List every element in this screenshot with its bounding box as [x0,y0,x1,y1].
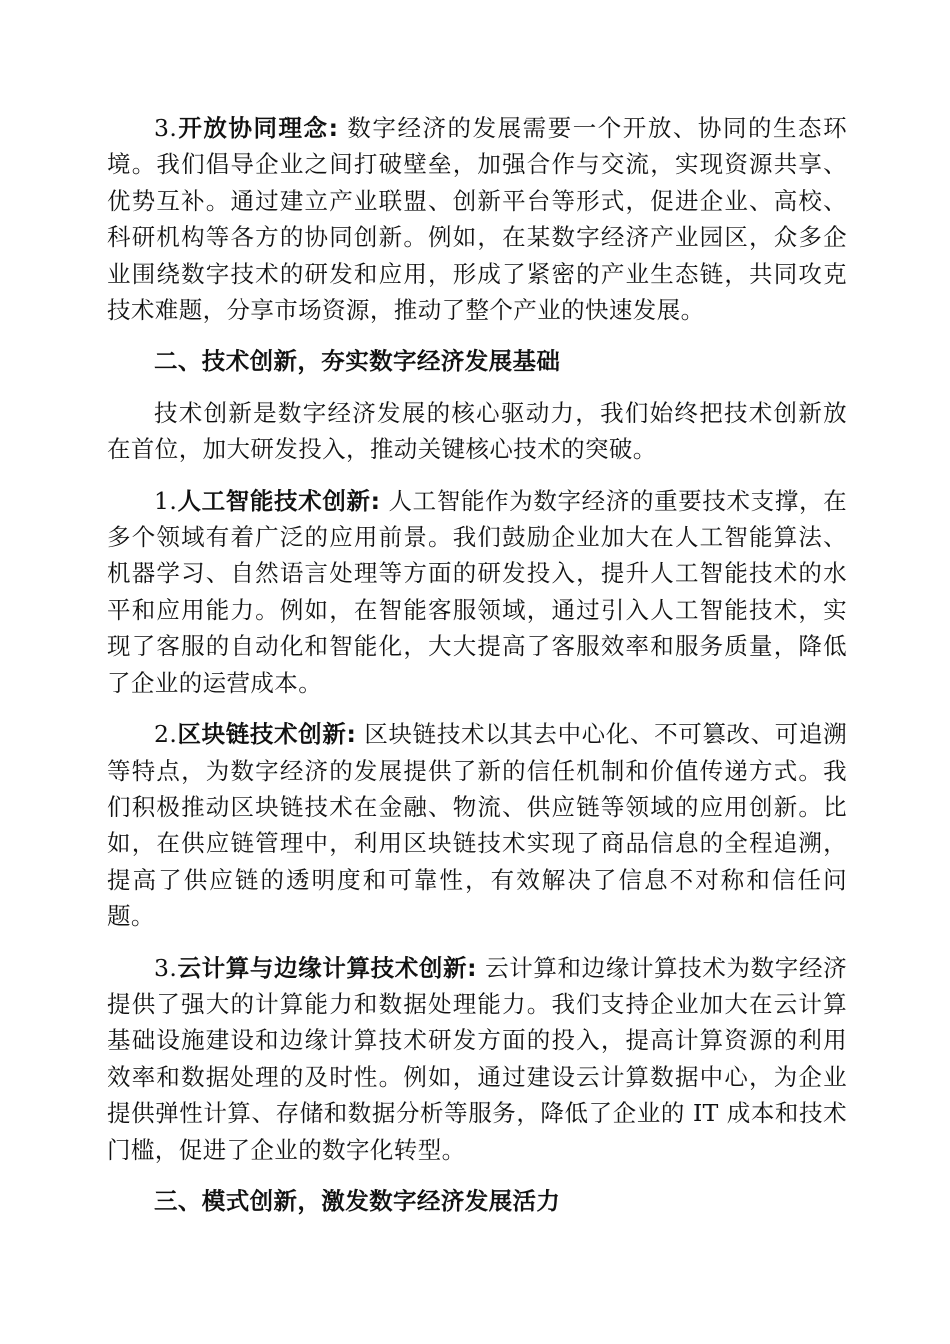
document-page [107,110,847,1219]
item-number: 3. [154,114,178,142]
paragraph-ai-innovation [107,483,847,701]
item-number: 2. [154,720,178,749]
paragraph-tech-innovation-intro: 技术创新是数字经济发展的核心驱动力，我们始终把技术创新放在首位，加大研发投入，推动关键核心技术的突破。 [107,398,847,464]
item-body-text: 区块链技术以其去中心化、不可篡改、可追溯等特点，为数字经济的发展提供了新的信任机制和价值传递方式。我们积极推动区块链技术在金融、物流、供应链等领域的应用创新。比如，在供应链管理中，利用区块链技术实现了商品信息的全程追溯，提高了供应链的透明度和可靠性，有效解决了信息不对称和信任问题。 [107,720,847,931]
paragraph-cloud-edge-innovation [107,950,847,1168]
section-heading-tech-innovation: 二、技术创新，夯实数字经济发展基础 [154,347,561,376]
item-lead-title: 区块链技术创新: [177,720,357,749]
item-number: 1. [154,486,178,515]
paragraph-blockchain-innovation [107,716,847,934]
item-body-text: 云计算和边缘计算技术为数字经济提供了强大的计算能力和数据处理能力。我们支持企业加大在云计算基础设施建设和边缘计算技术研发方面的投入，提高计算资源的利用效率和数据处理的及时性。例如，通过建设云计算数据中心，为企业提供弹性计算、存储和数据分析等服务，降低了企业的 IT 成本和技术门槛，促进了企业的数字化转型。 [107,953,847,1164]
item-body-text: 数字经济的发展需要一个开放、协同的生态环境。我们倡导企业之间打破壁垒，加强合作与交流，实现资源共享、优势互补。通过建立产业联盟、创新平台等形式，促进企业、高校、科研机构等各方的协同创新。例如，在某数字经济产业园区，众多企业围绕数字技术的研发和应用，形成了紧密的产业生态链，共同攻克技术难题，分享市场资源，推动了整个产业的快速发展。 [107,114,847,325]
item-lead-title: 云计算与边缘计算技术创新: [177,953,477,982]
section-heading-model-innovation: 三、模式创新，激发数字经济发展活力 [154,1186,561,1215]
item-lead-title: 人工智能技术创新: [177,486,381,515]
item-body-text: 人工智能作为数字经济的重要技术支撑，在多个领域有着广泛的应用前景。我们鼓励企业加大在人工智能算法、机器学习、自然语言处理等方面的研发投入，提升人工智能技术的水平和应用能力。例如，在智能客服领域，通过引入人工智能技术，实现了客服的自动化和智能化，大大提高了客服效率和服务质量，降低了企业的运营成本。 [107,486,847,697]
item-lead-title: 开放协同理念: [177,114,339,142]
paragraph-open-collaboration [107,110,847,328]
item-number: 3. [154,953,178,982]
